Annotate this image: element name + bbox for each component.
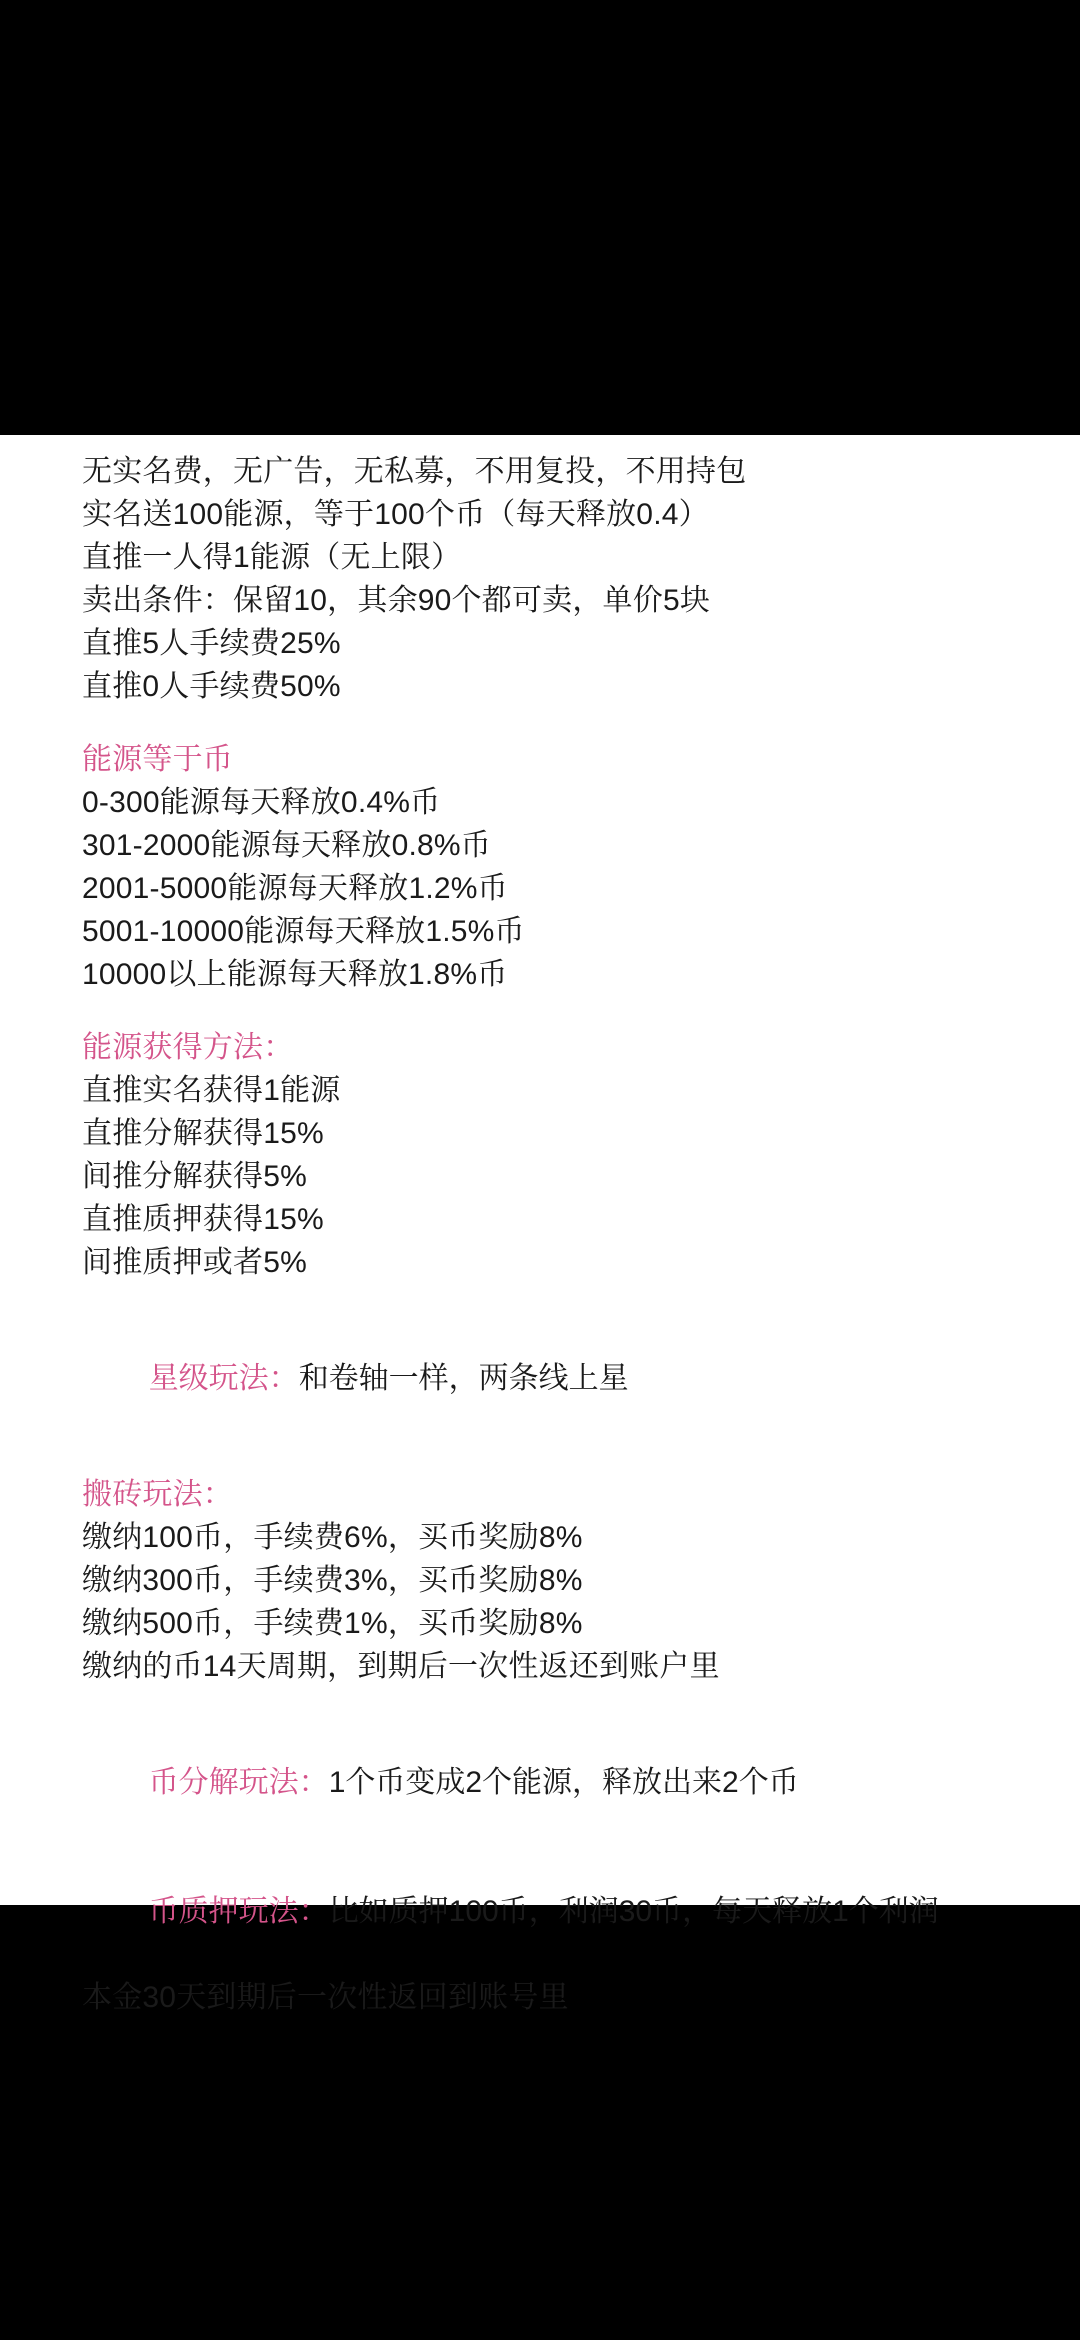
text-line: 比如质押100币，利润30币，每天释放1个利润 <box>328 1895 939 1928</box>
section-heading: 能源等于币 <box>82 743 233 776</box>
document-sheet <box>0 435 1080 2014</box>
text-line: 实名送100能源，等于100个币（每天释放0.4） <box>82 498 709 531</box>
text-line: 直推实名获得1能源 <box>82 1074 341 1107</box>
spacer <box>82 1688 1022 1718</box>
text-line: 间推分解获得5% <box>82 1160 307 1193</box>
text-line: 无实名费，无广告，无私募，不用复投，不用持包 <box>82 455 747 488</box>
text-line: 缴纳的币14天周期，到期后一次性返还到账户里 <box>82 1650 720 1683</box>
text-line: 缴纳500币，手续费1%，买币奖励8% <box>82 1607 583 1640</box>
text-line: 10000以上能源每天释放1.8%币 <box>82 958 508 991</box>
text-line: 直推质押获得15% <box>82 1203 324 1236</box>
text-line: 直推一人得1能源（无上限） <box>82 541 462 574</box>
section-brick-play <box>82 1473 1022 1688</box>
text-line: 和卷轴一样，两条线上星 <box>298 1362 629 1395</box>
text-line: 直推0人手续费50% <box>82 670 341 703</box>
section-energy-methods <box>82 1026 1022 1284</box>
text-line: 301-2000能源每天释放0.8%币 <box>82 829 491 862</box>
spacer <box>82 1443 1022 1473</box>
section-intro <box>82 450 1022 708</box>
text-line: 卖出条件：保留10，其余90个都可卖，单价5块 <box>82 584 711 617</box>
text-line: 直推分解获得15% <box>82 1117 324 1150</box>
section-heading: 星级玩法： <box>148 1362 299 1395</box>
spacer <box>82 1284 1022 1314</box>
spacer <box>82 708 1022 738</box>
section-heading: 币质押玩法： <box>148 1895 329 1928</box>
section-heading: 能源获得方法： <box>82 1031 294 1064</box>
section-coin-stake <box>82 1847 1022 1976</box>
spacer <box>82 996 1022 1026</box>
section-energy-equals-coin <box>82 738 1022 996</box>
section-heading: 币分解玩法： <box>148 1766 329 1799</box>
text-line: 缴纳300币，手续费3%，买币奖励8% <box>82 1564 583 1597</box>
text-line: 缴纳100币，手续费6%，买币奖励8% <box>82 1521 583 1554</box>
section-coin-decompose <box>82 1718 1022 1847</box>
text-line: 2001-5000能源每天释放1.2%币 <box>82 872 508 905</box>
section-star-play <box>82 1314 1022 1443</box>
text-line: 直推5人手续费25% <box>82 627 341 660</box>
section-heading: 搬砖玩法： <box>82 1478 233 1511</box>
text-line: 5001-10000能源每天释放1.5%币 <box>82 915 525 948</box>
document-content <box>82 450 1022 2019</box>
text-line: 本金30天到期后一次性返回到账号里 <box>82 1981 569 2014</box>
text-line: 1个币变成2个能源，释放出来2个币 <box>328 1766 799 1799</box>
text-line: 0-300能源每天释放0.4%币 <box>82 786 441 819</box>
text-line: 间推质押或者5% <box>82 1246 307 1279</box>
